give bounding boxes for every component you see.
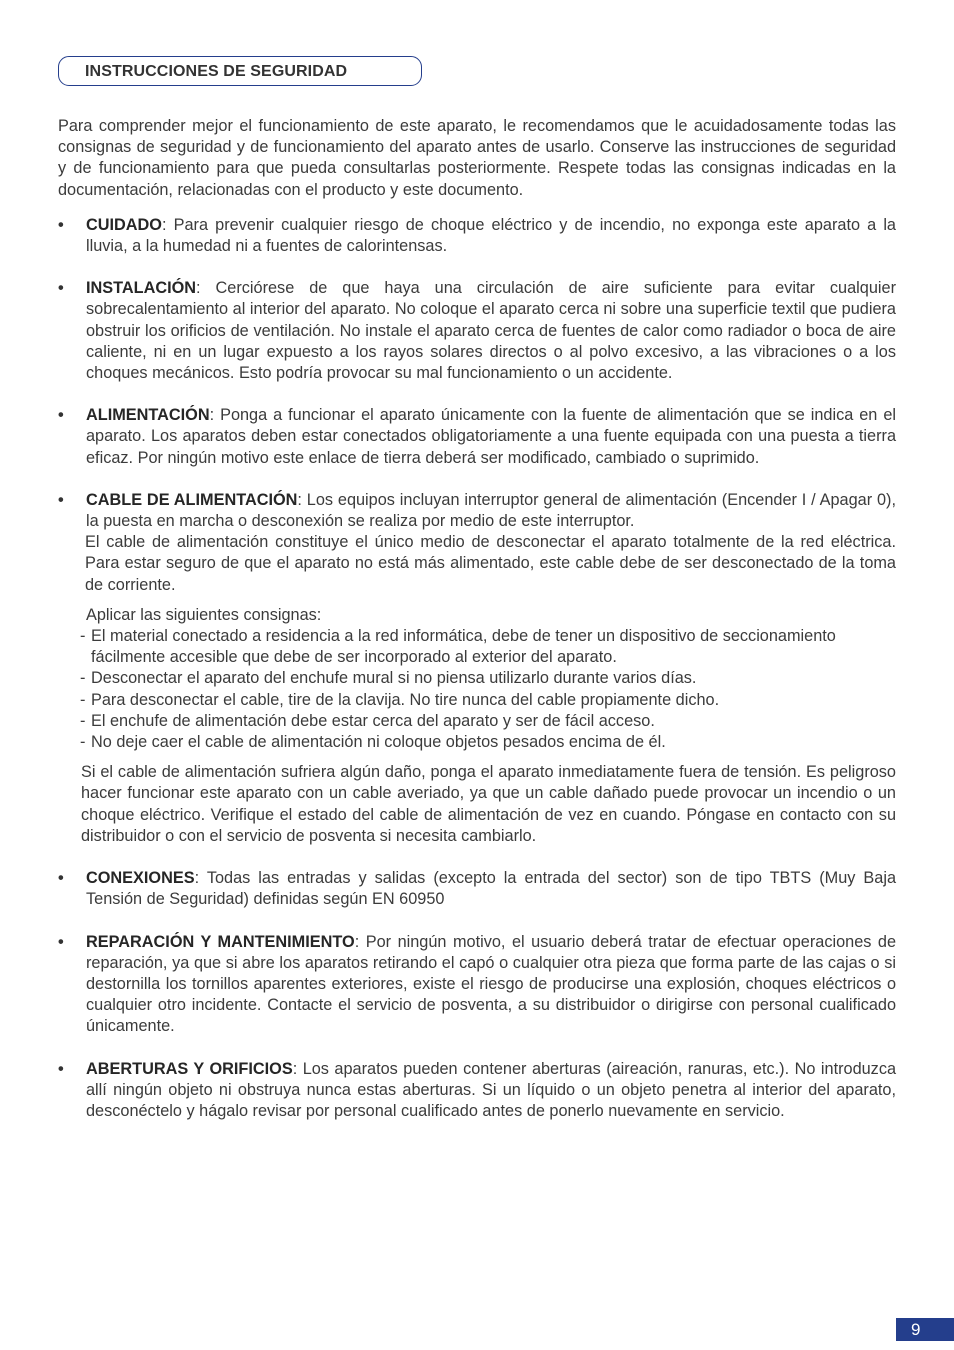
bullet-text: : Ponga a funcionar el aparato únicamente con la fuente de alimentación que se indica en el aparato. Los aparatos deben estar conectados obligatoriamente a una fuente equipada con una puesta a tierra eficaz. Por ningún motivo este enlace de tierra deberá ser modificado, cambiado o suprimido. (86, 406, 896, 467)
bullet-reparacion (58, 932, 896, 1038)
bullet-icon: • (58, 215, 64, 234)
page-number: 9 (911, 1320, 921, 1339)
list-item (58, 668, 896, 689)
bullet-icon: • (58, 406, 64, 425)
cable-paragraph-2: El cable de alimentación constituye el único medio de desconectar el aparato totalmente de la red eléctrica. Para estar seguro de que el aparato no está más alimentado, este cable debe de ser desconectado de la toma de corriente. (85, 533, 896, 594)
bullet-icon: • (58, 932, 64, 951)
bullet-heading: CUIDADO (86, 215, 162, 234)
bullet-icon: • (58, 1059, 64, 1078)
section-title: INSTRUCCIONES DE SEGURIDAD (85, 63, 348, 80)
consigna-text: No deje caer el cable de alimentación ni coloque objetos pesados encima de él. (91, 733, 666, 752)
dash-icon: - (80, 627, 86, 646)
consigna-text: Desconectar el aparato del enchufe mural si no piensa utilizarlo durante varios días. (91, 669, 697, 688)
list-item (58, 711, 896, 732)
intro-paragraph: Para comprender mejor el funcionamiento de este aparato, le recomendamos que le acuidadosamente todas las consignas de seguridad y de funcionamiento del aparato antes de usarlo. Conserve las instrucciones de seguridad y de funcionamiento para que pueda consultarlas posteriormente. Respete todas las consignas indicadas en la documentación, relacionadas con el producto y este documento. (58, 117, 896, 199)
bullet-aberturas (58, 1059, 896, 1123)
bullet-text: : Cerciórese de que haya una circulación de aire suficiente para evitar cualquier sobrecalentamiento al interior del aparato. No coloque el aparato cerca ni sobre una superficie textil que pudiera obstruir los orificios de ventilación. No instale el aparato cerca de fuentes de calor como radiador o boca de aire caliente, ni en un lugar expuesto a los rayos solares directos o al polvo excesivo, a las vibraciones o a los choques mecánicos. Esto podría provocar su mal funcionamiento o un accidente. (86, 279, 896, 383)
consignas-list (58, 626, 896, 753)
bullet-instalacion (58, 278, 896, 384)
bullet-heading: CABLE DE ALIMENTACIÓN (86, 490, 298, 509)
consigna-text: El enchufe de alimentación debe estar cerca del aparato y ser de fácil acceso. (91, 711, 655, 730)
dash-icon: - (80, 690, 86, 709)
bullet-conexiones (58, 868, 896, 910)
bullet-heading: ALIMENTACIÓN (86, 406, 210, 425)
list-item (58, 732, 896, 753)
bullet-text: : Los equipos incluyan interruptor general de alimentación (Encender I / Apagar 0), la puesta en marcha o desconexión se realiza por medio de este interruptor. (86, 490, 896, 531)
bullet-heading: REPARACIÓN Y MANTENIMIENTO (86, 932, 355, 951)
dash-icon: - (80, 711, 86, 730)
bullet-heading: ABERTURAS Y ORIFICIOS (86, 1059, 293, 1078)
bullet-text: : Por ningún motivo, el usuario deberá tratar de efectuar operaciones de reparación, ya que si abre los aparatos retirando el capó o cualquier otra pieza que forma parte de las cajas o si destornilla los tornillos aparentes exteriores, existe el riesgo de producirse una explosión, choques eléctricos o cualquier otro incidente. Contacte el servicio de posventa, a su distribuidor o dirigirse con personal cualificado únicamente. (86, 932, 896, 1036)
bullet-cable (58, 490, 896, 532)
document-body (58, 116, 896, 1122)
bullet-text: : Para prevenir cualquier riesgo de choque eléctrico y de incendio, no exponga este aparato a la lluvia, a la humedad ni a fuentes de calorintensas. (86, 215, 896, 256)
dash-icon: - (80, 733, 86, 752)
consigna-text: Para desconectar el cable, tire de la clavija. No tire nunca del cable propiamente dicho. (91, 690, 720, 709)
bullet-icon: • (58, 869, 64, 888)
cable-paragraph-3: Si el cable de alimentación sufriera algún daño, ponga el aparato inmediatamente fuera de tensión. Es peligroso hacer funcionar este aparato con un cable averiado, ya que un cable dañado puede provocar un incendio o un choque eléctrico. Verifique el estado del cable de alimentación de vez en cuando. Póngase en contacto con su distribuidor o con el servicio de posventa si necesita cambiarlo. (81, 763, 896, 845)
bullet-icon: • (58, 279, 64, 298)
bullet-heading: INSTALACIÓN (86, 279, 197, 298)
list-item (58, 626, 896, 668)
bullet-text: : Todas las entradas y salidas (excepto la entrada del sector) son de tipo TBTS (Muy Baja Tensión de Seguridad) definidas según EN 60950 (86, 869, 896, 909)
consigna-text: El material conectado a residencia a la red informática, debe de tener un dispositivo de seccionamiento fácilmente accesible que debe de ser incorporado al exterior del aparato. (91, 627, 836, 667)
bullet-text: : Los aparatos pueden contener aberturas (aireación, ranuras, etc.). No introduzca allí ningún objeto ni obstruya nunca estas aberturas. Si un líquido o un objeto penetra al interior del aparato, desconéctelo y hágalo revisar por personal cualificado antes de ponerlo nuevamente en servicio. (86, 1059, 897, 1120)
page-number-tab (896, 1318, 954, 1341)
bullet-heading: CONEXIONES (86, 869, 195, 888)
section-header-box (58, 56, 422, 86)
list-item (58, 690, 896, 711)
dash-icon: - (80, 669, 86, 688)
bullet-icon: • (58, 490, 64, 509)
consignas-intro: Aplicar las siguientes consignas: (86, 605, 322, 624)
bullet-alimentacion (58, 405, 896, 469)
bullet-cuidado (58, 215, 896, 257)
